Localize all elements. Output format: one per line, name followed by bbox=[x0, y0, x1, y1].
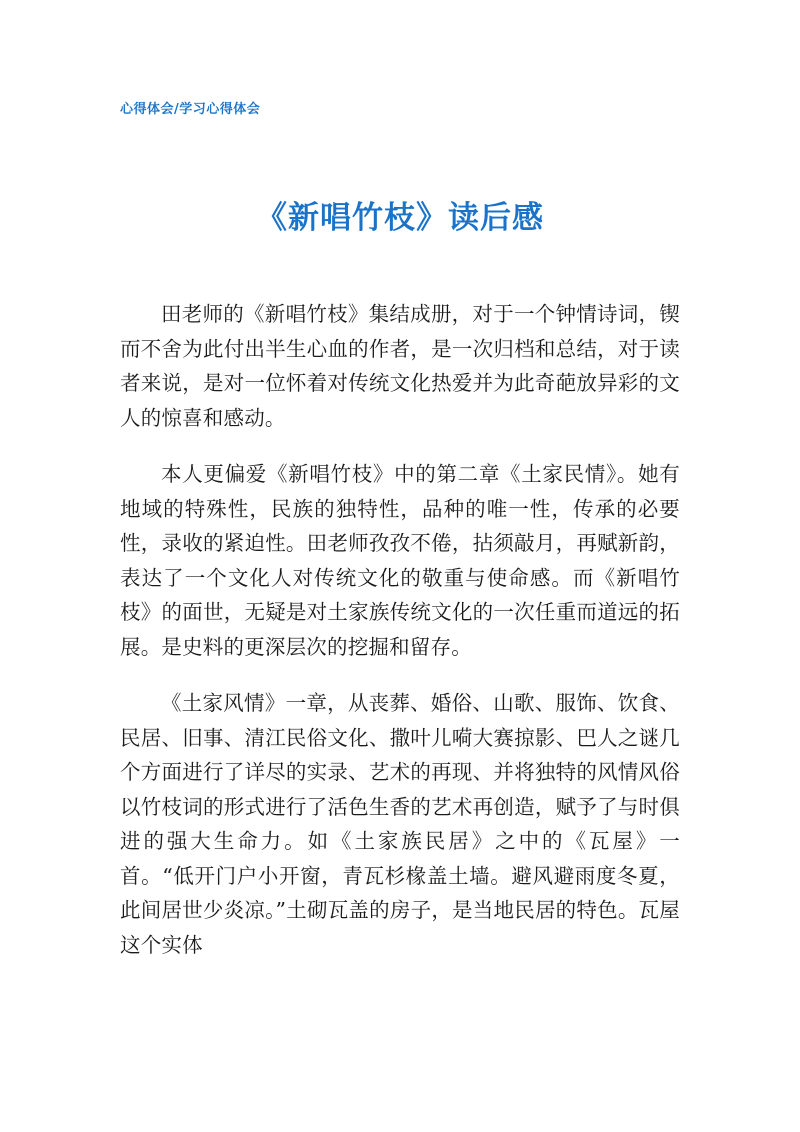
paragraph-2: 本人更偏爱《新唱竹枝》中的第二章《土家民情》。她有地域的特殊性，民族的独特性，品种的唯一性，传承的必要性，录收的紧迫性。田老师孜孜不倦，拈须敲月，再赋新韵，表达了一个文化人对传统文化的敬重与使命感。而《新唱竹枝》的面世，无疑是对土家族传统文化的一次任重而道远的拓展。是史料的更深层次的挖掘和留存。 bbox=[120, 462, 680, 659]
paragraph-1: 田老师的《新唱竹枝》集结成册，对于一个钟情诗词，锲而不舍为此付出半生心血的作者，是一次归档和总结，对于读者来说，是对一位怀着对传统文化热爱并为此奇葩放异彩的文人的惊喜和感动。 bbox=[120, 302, 680, 430]
paragraph-3: 《土家风情》一章，从丧葬、婚俗、山歌、服饰、饮食、民居、旧事、清江民俗文化、撒叶儿嗬大赛掠影、巴人之谜几个方面进行了详尽的实录、艺术的再现、并将独特的风情风俗以竹枝词的形式进行了活色生香的艺术再创造，赋予了与时俱进的强大生命力。如《土家族民居》之中的《瓦屋》一首。“低开门户小开窗，青瓦杉椽盖土墙。避风避雨度冬夏，此间居世少炎凉。”土砌瓦盖的房子，是当地民居的特色。瓦屋这个实体 bbox=[120, 691, 680, 957]
breadcrumb: 心得体会/学习心得体会 bbox=[120, 102, 261, 117]
article-body bbox=[120, 297, 680, 984]
page-title: 《新唱竹枝》读后感 bbox=[256, 200, 544, 236]
